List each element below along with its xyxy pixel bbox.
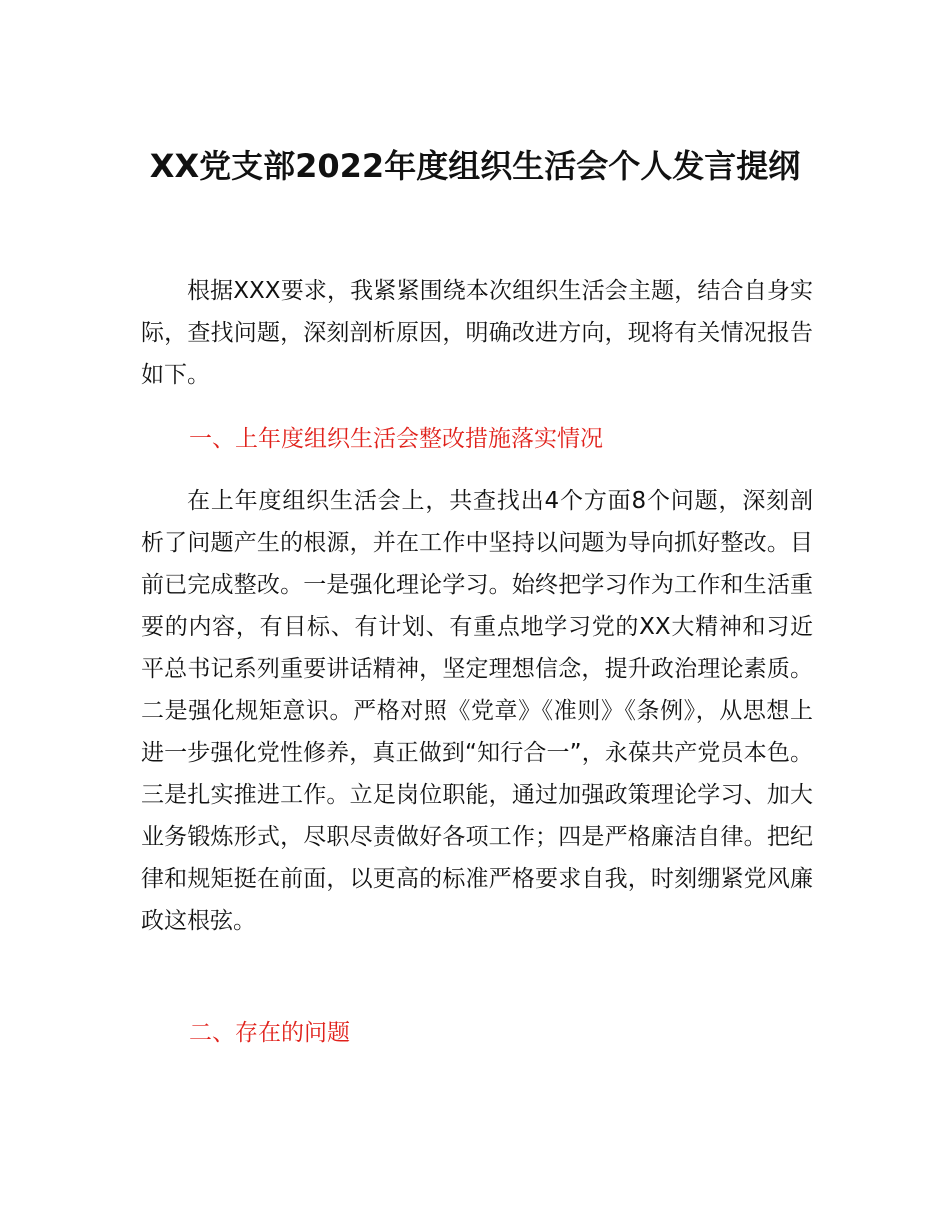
section-heading-1: 一、上年度组织生活会整改措施落实情况 <box>189 426 603 452</box>
document-title: XX党支部2022年度组织生活会个人发言提纲 <box>149 147 801 185</box>
section-1-body: 在上年度组织生活会上，共查找出4个方面8个问题，深刻剖析了问题产生的根源，并在工作中坚持以问题为导向抓好整改。目前已完成整改。一是强化理论学习。始终把学习作为工作和生活重要的内容，有目标、有计划、有重点地学习党的XX大精神和习近平总书记系列重要讲话精神，坚定理想信念，提升政治理论素质。二是强化规矩意识。严格对照《党章》《准则》《条例》，从思想上进一步强化党性修养，真正做到“知行合一”，永葆共产党员本色。三是扎实推进工作。立足岗位职能，通过加强政策理论学习、加大业务锻炼形式，尽职尽责做好各项工作；四是严格廉洁自律。把纪律和规矩挺在前面，以更高的标准严格要求自我，时刻绷紧党风廉政这根弦。 <box>141 488 813 934</box>
intro-paragraph: 根据XXX要求，我紧紧围绕本次组织生活会主题，结合自身实际，查找问题，深刻剖析原因，明确改进方向，现将有关情况报告如下。 <box>141 278 813 388</box>
section-heading-2: 二、存在的问题 <box>189 1020 350 1046</box>
